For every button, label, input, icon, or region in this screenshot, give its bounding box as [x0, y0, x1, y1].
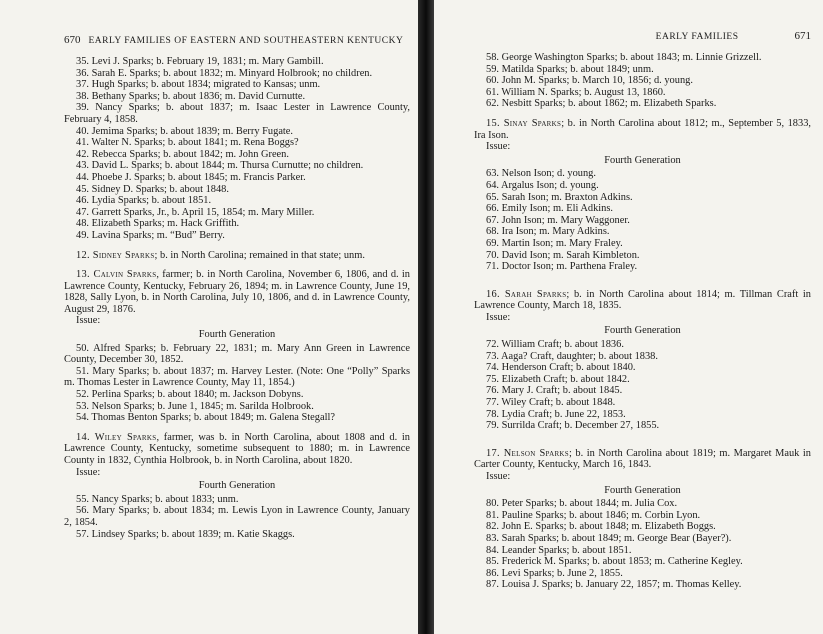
- paragraph-calvin-sparks: [64, 269, 410, 315]
- genealogy-entry: 78. Lydia Craft; b. June 22, 1853.: [486, 408, 626, 420]
- paragraph-sidney-sparks: [64, 250, 410, 262]
- genealogy-entry: 53. Nelson Sparks; b. June 1, 1845; m. Sarilda Holbrook.: [76, 400, 314, 412]
- running-head-right: EARLY FAMILIES: [655, 32, 739, 42]
- genealogy-entry: 87. Louisa J. Sparks; b. January 22, 1857; m. Thomas Kelley.: [486, 579, 742, 591]
- paragraph-sinay-sparks: [474, 118, 811, 141]
- genealogy-entry: 76. Mary J. Craft; b. about 1845.: [486, 385, 623, 397]
- genealogy-entry: 55. Nancy Sparks; b. about 1833; unm.: [76, 493, 239, 505]
- genealogy-entry: 65. Sarah Ison; m. Braxton Adkins.: [486, 191, 633, 203]
- genealogy-entry: 80. Peter Sparks; b. about 1844; m. Julia Cox.: [486, 498, 678, 510]
- genealogy-entry: 36. Sarah E. Sparks; b. about 1832; m. Minyard Holbrook; no children.: [76, 67, 373, 79]
- genealogy-entry: 61. William N. Sparks; b. August 13, 1860.: [486, 86, 666, 98]
- book-gutter: [418, 0, 434, 634]
- genealogy-entry: 54. Thomas Benton Sparks; b. about 1849; m. Galena Stegall?: [76, 412, 335, 424]
- issue-label: Issue:: [486, 311, 511, 323]
- genealogy-entry: 37. Hugh Sparks; b. about 1834; migrated to Kansas; unm.: [76, 79, 321, 91]
- generation-heading: Fourth Generation: [198, 480, 276, 492]
- generation-heading: Fourth Generation: [604, 154, 681, 166]
- right-page: [434, 0, 823, 634]
- genealogy-entry: 85. Frederick M. Sparks; b. about 1853; m. Catherine Kegley.: [486, 556, 743, 568]
- genealogy-entry: 74. Henderson Craft; b. about 1840.: [486, 362, 636, 374]
- generation-heading: Fourth Generation: [604, 484, 681, 496]
- person-name: 13. Calvin Sparks: [76, 269, 157, 281]
- genealogy-entry: 62. Nesbitt Sparks; b. about 1862; m. Elizabeth Sparks.: [486, 98, 717, 110]
- genealogy-entry: 49. Lavina Sparks; m. “Bud” Berry.: [76, 229, 225, 241]
- person-name: 15. Sinay Sparks: [486, 117, 562, 129]
- issue-label: Issue:: [76, 315, 101, 327]
- generation-heading: Fourth Generation: [198, 329, 276, 341]
- genealogy-entry: 72. William Craft; b. about 1836.: [486, 339, 624, 351]
- genealogy-entry: 82. John E. Sparks; b. about 1848; m. Elizabeth Boggs.: [486, 521, 716, 533]
- genealogy-entry: 38. Bethany Sparks; b. about 1836; m. David Curnutte.: [76, 90, 306, 102]
- paragraph-wiley-sparks: [64, 432, 410, 467]
- genealogy-entry: 45. Sidney D. Sparks; b. about 1848.: [76, 183, 229, 195]
- page-header-right: [474, 30, 811, 42]
- genealogy-entry: 83. Sarah Sparks; b. about 1849; m. George Bear (Bayer?).: [486, 532, 732, 544]
- entry-list-b: [474, 168, 811, 272]
- genealogy-entry: 57. Lindsey Sparks; b. about 1839; m. Katie Skaggs.: [76, 528, 295, 540]
- paragraph-nelson-sparks: [474, 448, 811, 471]
- genealogy-entry: 44. Phoebe J. Sparks; b. about 1845; m. Francis Parker.: [76, 171, 306, 183]
- genealogy-entry: 42. Rebecca Sparks; b. about 1842; m. John Green.: [76, 148, 289, 160]
- genealogy-entry: 67. John Ison; m. Mary Waggoner.: [486, 214, 630, 226]
- paragraph-text: , farmer, was b. in North Carolina, about 1808 and d. in Lawrence County, Kentucky, sometime subsequent to 1880; m. in Lawrence County in 1832, Cynthia Holbrook, b. in North Carolina, about 1820.: [64, 431, 410, 466]
- paragraph-text: ; b. in North Carolina about 1819; m. Margaret Mauk in Carter County, Kentucky, March 16, 1843.: [474, 447, 811, 471]
- genealogy-entry: 40. Jemima Sparks; b. about 1839; m. Berry Fugate.: [76, 125, 294, 137]
- entry-list-a: [474, 52, 811, 110]
- genealogy-entry: 73. Aaga? Craft, daughter; b. about 1838.: [486, 350, 658, 362]
- genealogy-entry: 70. David Ison; m. Sarah Kimbleton.: [486, 249, 640, 261]
- person-name: 17. Nelson Sparks: [486, 447, 569, 459]
- genealogy-entry: 64. Argalus Ison; d. young.: [486, 179, 599, 191]
- genealogy-entry: 59. Matilda Sparks; b. about 1849; unm.: [486, 63, 654, 75]
- issue-label: Issue:: [486, 141, 511, 153]
- entry-list-d: [474, 498, 811, 591]
- genealogy-entry: 68. Ira Ison; m. Mary Adkins.: [486, 226, 610, 238]
- genealogy-entry: 69. Martin Ison; m. Mary Fraley.: [486, 237, 623, 249]
- generation-heading: Fourth Generation: [604, 325, 681, 337]
- genealogy-entry: 63. Nelson Ison; d. young.: [486, 168, 596, 180]
- genealogy-entry: 66. Emily Ison; m. Eli Adkins.: [486, 203, 614, 215]
- page-header-left: [64, 34, 410, 46]
- paragraph-text: , farmer; b. in North Carolina, November 6, 1806, and d. in Lawrence County, Kentucky, February 26, 1894; m. in Lawrence County, June 19, 1828, Sally Lyon, b. in North Carolina, July 10, 1806, and d. in Lawrence County, August 29, 1876.: [64, 269, 410, 315]
- page-number-left: 670: [64, 34, 81, 46]
- genealogy-entry: 52. Perlina Sparks; b. about 1840; m. Jackson Dobyns.: [76, 389, 304, 401]
- person-name: 16. Sarah Sparks: [486, 288, 567, 300]
- genealogy-entry: 35. Levi J. Sparks; b. February 19, 1831; m. Mary Gambill.: [76, 56, 324, 67]
- genealogy-entry: 84. Leander Sparks; b. about 1851.: [486, 544, 632, 556]
- genealogy-entry: 56. Mary Sparks; b. about 1834; m. Lewis Lyon in Lawrence County, January 2, 1854.: [64, 505, 410, 528]
- issue-label: Issue:: [76, 466, 101, 478]
- page-number-right: 671: [794, 30, 811, 42]
- entry-list-b: [64, 343, 410, 424]
- genealogy-entry: 46. Lydia Sparks; b. about 1851.: [76, 195, 212, 207]
- entry-list-c: [474, 339, 811, 432]
- genealogy-entry: 71. Doctor Ison; m. Parthena Fraley.: [486, 261, 638, 273]
- paragraph-text: ; b. in North Carolina about 1814; m. Tillman Craft in Lawrence County, March 18, 1835.: [474, 288, 811, 312]
- paragraph-text: ; b. in North Carolina; remained in that state; unm.: [154, 249, 365, 261]
- entry-list-a: [64, 56, 410, 242]
- person-name: 12. Sidney Sparks: [76, 249, 155, 261]
- genealogy-entry: 58. George Washington Sparks; b. about 1843; m. Linnie Grizzell.: [486, 52, 762, 63]
- genealogy-entry: 47. Garrett Sparks, Jr., b. April 15, 1854; m. Mary Miller.: [76, 206, 315, 218]
- genealogy-entry: 79. Surrilda Craft; b. December 27, 1855.: [486, 420, 660, 432]
- genealogy-entry: 60. John M. Sparks; b. March 10, 1856; d. young.: [486, 75, 693, 87]
- genealogy-entry: 86. Levi Sparks; b. June 2, 1855.: [486, 567, 623, 579]
- genealogy-entry: 39. Nancy Sparks; b. about 1837; m. Isaac Lester in Lawrence County, February 4, 1858.: [64, 102, 410, 125]
- issue-label: Issue:: [486, 471, 511, 482]
- genealogy-entry: 81. Pauline Sparks; b. about 1846; m. Corbin Lyon.: [486, 509, 701, 521]
- genealogy-entry: 77. Wiley Craft; b. about 1848.: [486, 397, 616, 409]
- running-head-left: EARLY FAMILIES OF EASTERN AND SOUTHEASTERN KENTUCKY: [88, 36, 404, 46]
- genealogy-entry: 48. Elizabeth Sparks; m. Hack Griffith.: [76, 218, 240, 230]
- genealogy-entry: 50. Alfred Sparks; b. February 22, 1831; m. Mary Ann Green in Lawrence County, December 30, 1852.: [64, 342, 410, 366]
- paragraph-text: ; b. in North Carolina about 1812; m., September 5, 1833, Ira Ison.: [474, 117, 811, 141]
- paragraph-sarah-sparks: [474, 289, 811, 312]
- genealogy-entry: 41. Walter N. Sparks; b. about 1841; m. Rena Boggs?: [76, 137, 299, 149]
- genealogy-entry: 51. Mary Sparks; b. about 1837; m. Harvey Lester. (Note: One “Polly” Sparks m. Thomas Lester in Lawrence County, May 11, 1854.): [64, 365, 410, 389]
- entry-list-c: [64, 494, 410, 540]
- person-name: 14. Wiley Sparks: [76, 431, 157, 443]
- genealogy-entry: 75. Elizabeth Craft; b. about 1842.: [486, 373, 630, 385]
- genealogy-entry: 43. David L. Sparks; b. about 1844; m. Thursa Curnutte; no children.: [76, 160, 364, 172]
